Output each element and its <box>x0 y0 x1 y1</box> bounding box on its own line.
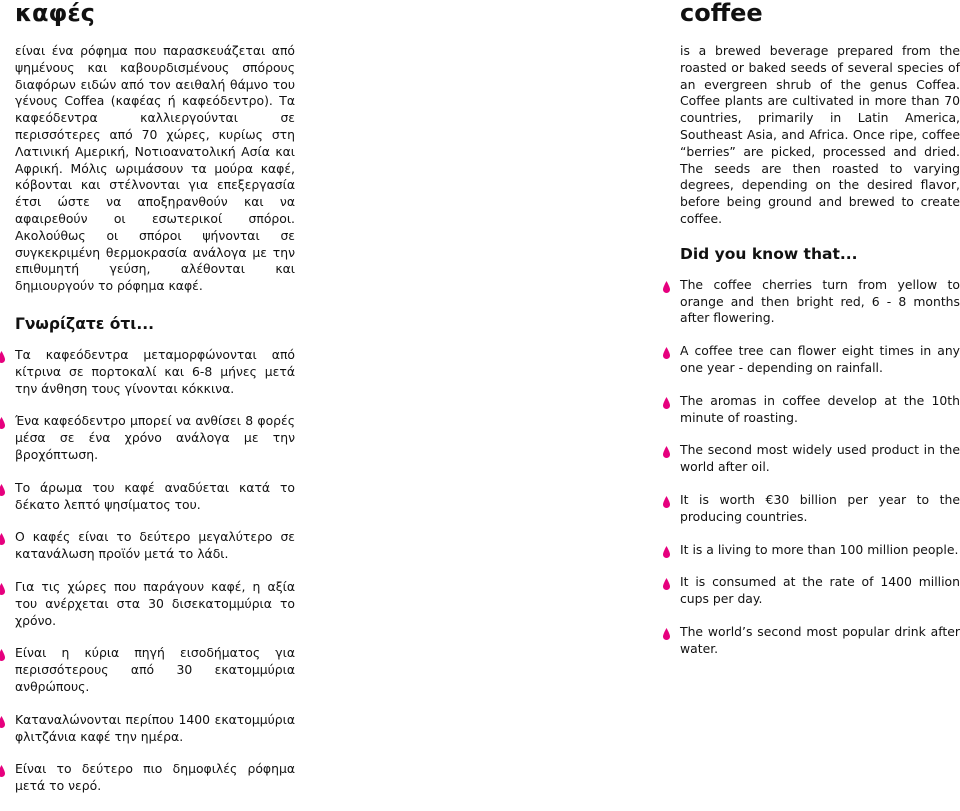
fact-text: It is a living to more than 100 million people. <box>680 541 959 557</box>
fact-item <box>680 574 960 608</box>
fact-item <box>15 413 295 463</box>
fact-item <box>15 712 295 746</box>
drop-icon <box>663 578 670 590</box>
fact-text: Ο καφές είναι το δεύτερο μεγαλύτερο σε κατανάλωση προϊόν μετά το λάδι. <box>15 529 295 562</box>
fact-text: It is worth €30 billion per year to the producing countries. <box>680 491 960 524</box>
drop-icon <box>0 417 5 429</box>
fact-text: The second most widely used product in the world after oil. <box>680 442 960 475</box>
fact-item <box>680 442 960 476</box>
english-intro: is a brewed beverage prepared from the roasted or baked seeds of several species of an evergreen shrub of the genus Coffea. Coffee plants are cultivated in more than 70 countries, primarily in Latin America, Southeast Asia, and Africa. Once ripe, coffee “berries” are picked, processed and dried. The seeds are then roasted to varying degrees, depending on the desired flavor, before being ground and brewed to create coffee. <box>680 43 960 226</box>
drop-icon <box>0 484 5 496</box>
drop-icon <box>663 628 670 640</box>
greek-intro: είναι ένα ρόφημα που παρασκευάζεται από ψημένους και καβουρδισμένους σπόρους διαφόρων ειδών από τον αειθαλή θάμνο του γένους Coffea (καφέας ή καφεόδεντρο). Τα καφεόδεντρα καλλιεργούνται σε περισσότερες από 70 χώρες, κυρίως στη Λατινική Αμερική, Νοτιοανατολική Ασία και Αφρική. Μόλις ωριμάσουν τα μούρα καφέ, κόβονται και στέλνονται για επεξεργασία έτσι ώστε να αποξηρανθούν και να αφαιρεθούν οι εσωτερικοί σπόροι. Ακολούθως οι σπόροι ψήνονται σε συγκεκριμένη θερμοκρασία ανάλογα με την επιθυμητή γεύση, αλέθονται και δημιουργούν το ρόφημα καφέ. <box>15 43 295 294</box>
fact-item <box>680 343 960 377</box>
drop-icon <box>0 765 5 777</box>
drop-icon <box>663 546 670 558</box>
greek-did-you-know-heading: Γνωρίζατε ότι... <box>15 314 155 333</box>
fact-text: Ένα καφεόδεντρο μπορεί να ανθίσει 8 φορές μέσα σε ένα χρόνο ανάλογα με την βροχόπτωση. <box>15 413 295 462</box>
drop-icon <box>663 347 670 359</box>
fact-text: The aromas in coffee develop at the 10th minute of roasting. <box>680 392 960 425</box>
drop-icon <box>0 351 5 363</box>
fact-text: Το άρωμα του καφέ αναδύεται κατά το δέκατο λεπτό ψησίματος του. <box>15 479 295 512</box>
fact-item <box>15 645 295 695</box>
drop-icon <box>663 496 670 508</box>
fact-item <box>15 480 295 514</box>
fact-item <box>15 347 295 397</box>
fact-item <box>15 579 295 629</box>
fact-item <box>680 624 960 658</box>
drop-icon <box>663 446 670 458</box>
english-facts-list <box>680 277 960 658</box>
english-column <box>680 0 960 674</box>
drop-icon <box>663 281 670 293</box>
drop-icon <box>0 716 5 728</box>
fact-text: Καταναλώνονται περίπου 1400 εκατομμύρια φλιτζάνια καφέ την ημέρα. <box>15 711 295 744</box>
english-title: coffee <box>680 0 763 27</box>
greek-facts-list <box>15 347 295 795</box>
fact-item <box>680 542 960 559</box>
fact-text: Είναι η κύρια πηγή εισοδήματος για περισσότερους από 30 εκατομμύρια ανθρώπους. <box>15 645 295 694</box>
drop-icon <box>0 649 5 661</box>
drop-icon <box>0 583 5 595</box>
fact-text: Για τις χώρες που παράγουν καφέ, η αξία του ανέρχεται στα 30 δισεκατομμύρια το χρόνο. <box>15 578 295 628</box>
fact-text: The world’s second most popular drink after water. <box>680 623 960 656</box>
drop-icon <box>663 397 670 409</box>
greek-column <box>15 0 295 811</box>
drop-icon <box>0 533 5 545</box>
fact-item <box>680 492 960 526</box>
fact-text: Είναι το δεύτερο πιο δημοφιλές ρόφημα μετά το νερό. <box>15 761 295 794</box>
greek-title: καφές <box>15 0 95 27</box>
fact-item <box>680 393 960 427</box>
fact-text: A coffee tree can flower eight times in any one year - depending on rainfall. <box>680 343 960 375</box>
fact-item <box>680 277 960 327</box>
fact-text: The coffee cherries turn from yellow to orange and then bright red, 6 - 8 months after flowering. <box>680 276 960 326</box>
fact-item <box>15 529 295 563</box>
fact-text: Τα καφεόδεντρα μεταμορφώνονται από κίτρινα σε πορτοκαλί και 6-8 μήνες μετά την άνθηση τους γίνονται κόκκινα. <box>15 346 295 396</box>
fact-item <box>15 761 295 795</box>
english-did-you-know-heading: Did you know that... <box>680 244 858 263</box>
fact-text: It is consumed at the rate of 1400 million cups per day. <box>680 574 960 607</box>
